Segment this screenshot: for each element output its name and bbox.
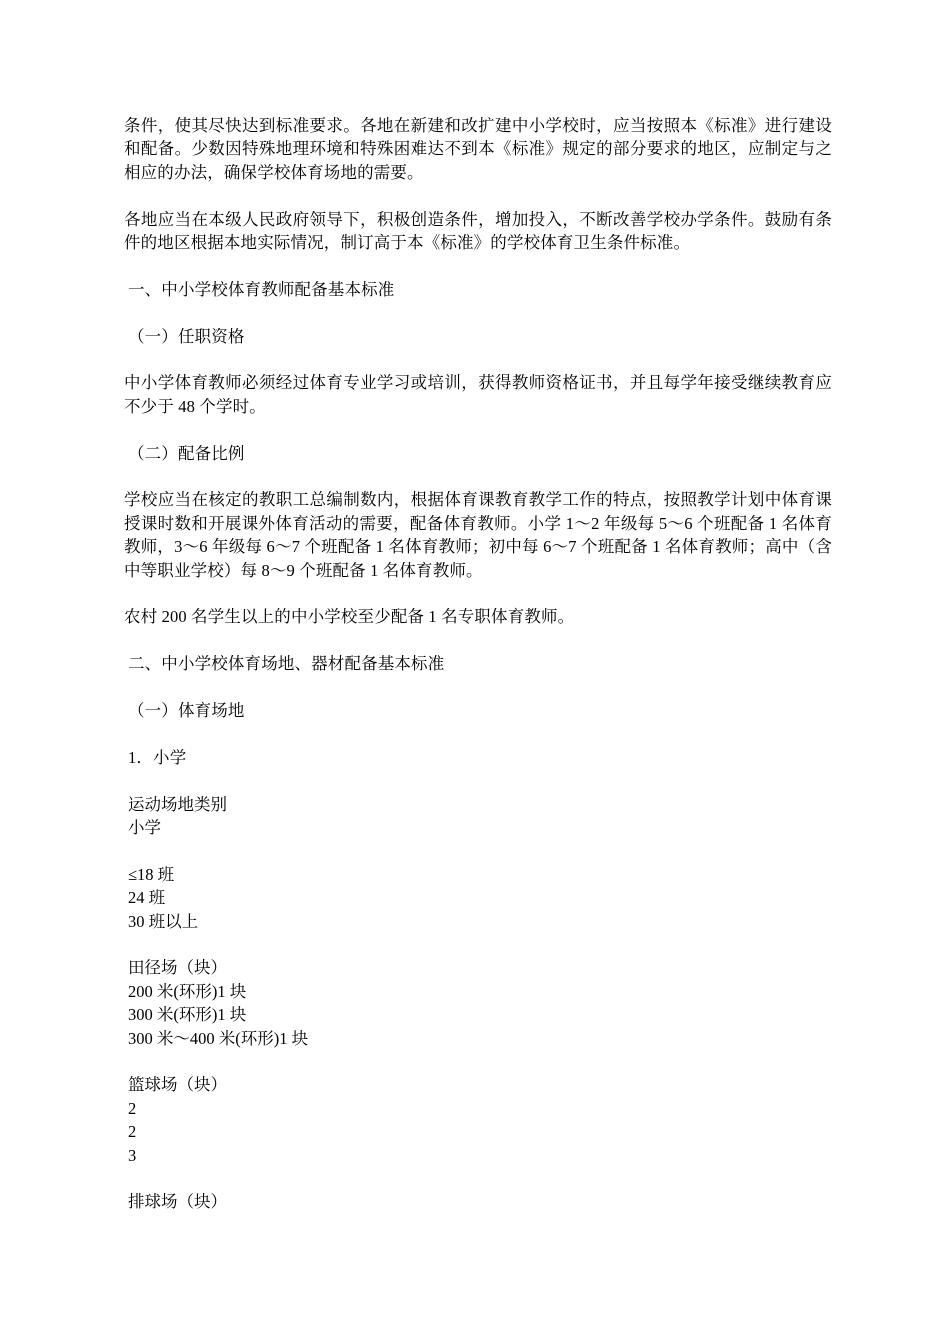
table-block-basketball — [128, 1073, 832, 1167]
table-cell: 30 班以上 — [128, 911, 199, 931]
table-cell: 200 米(环形)1 块 — [128, 981, 247, 1001]
table-cell: 3 — [128, 1145, 137, 1165]
table-cell: 篮球场（块） — [128, 1075, 227, 1095]
table-cell: 运动场地类别 — [128, 794, 227, 814]
item-heading-primary: 1．小学 — [128, 747, 187, 767]
paragraph-qualification: 中小学体育教师必须经过体育专业学习或培训，获得教师资格证书，并且每学年接受继续教育应不少于 48 个学时。 — [124, 373, 832, 416]
paragraph-rural: 农村 200 名学生以上的中小学校至少配备 1 名专职体育教师。 — [124, 607, 575, 627]
table-cell: ≤18 班 — [128, 864, 175, 884]
table-block-volleyball — [128, 1190, 832, 1213]
table-cell: 小学 — [128, 818, 161, 838]
table-block-header — [128, 793, 832, 840]
paragraph-ratio: 学校应当在核定的教职工总编制数内，根据体育课教育教学工作的特点，按照教学计划中体育课授课时数和开展课外体育活动的需要，配备体育教师。小学 1～2 年级每 5～6 个班配备 1 名体育教师，3～6 年级每 6～7 个班配备 1 名体育教师；初中每 6～7 个班配备 1 名体育教师；高中（含中等职业学校）每 8～9 个班配备 1 名体育教师。 — [124, 490, 832, 580]
table-block-class-sizes — [128, 863, 832, 933]
subsection-heading-qualification: （一）任职资格 — [128, 326, 245, 346]
table-cell: 300 米(环形)1 块 — [128, 1005, 247, 1025]
subsection-heading-ratio: （二）配备比例 — [128, 443, 245, 463]
subsection-heading-venues: （一）体育场地 — [128, 701, 245, 721]
section-heading-facilities: 二、中小学校体育场地、器材配备基本标准 — [128, 654, 445, 674]
section-heading-teachers: 一、中小学校体育教师配备基本标准 — [128, 279, 395, 299]
table-cell: 2 — [128, 1122, 137, 1142]
paragraph-local-government: 各地应当在本级人民政府领导下，积极创造条件，增加投入，不断改善学校办学条件。鼓励有条件的地区根据本地实际情况，制订高于本《标准》的学校体育卫生条件标准。 — [124, 209, 832, 253]
table-block-track — [128, 956, 832, 1050]
paragraph-conditions: 条件，使其尽快达到标准要求。各地在新建和改扩建中小学校时，应当按照本《标准》进行建设和配备。少数因特殊地理环境和特殊困难达不到本《标准》规定的部分要求的地区，应制定与之相应的办法，确保学校体育场地的需要。 — [124, 116, 832, 182]
table-cell: 2 — [128, 1098, 137, 1118]
table-cell: 排球场（块） — [128, 1192, 227, 1212]
table-cell: 田径场（块） — [128, 958, 227, 978]
table-cell: 24 班 — [128, 888, 166, 908]
table-cell: 300 米～400 米(环形)1 块 — [128, 1028, 309, 1048]
